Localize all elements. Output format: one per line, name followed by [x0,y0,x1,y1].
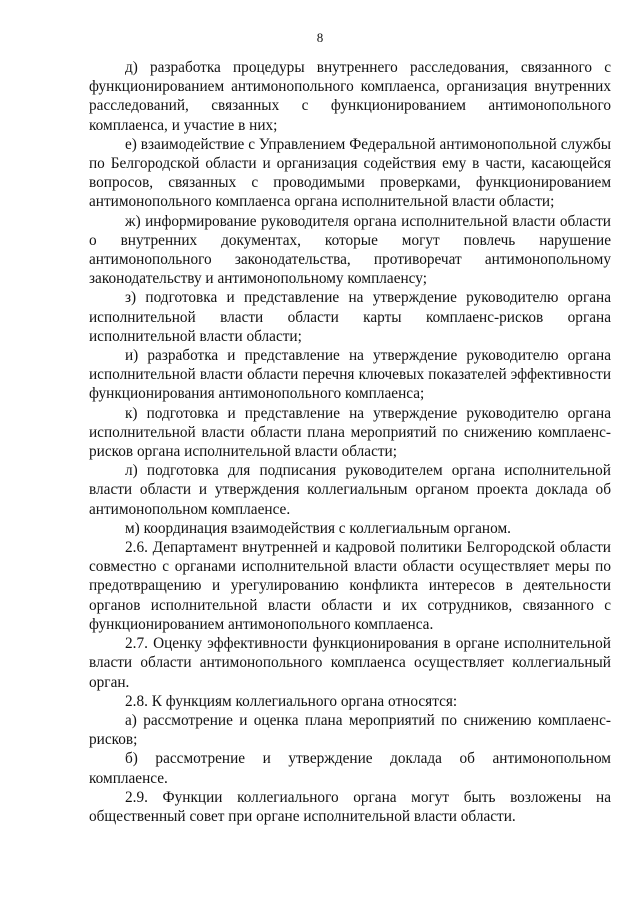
paragraph-z: з) подготовка и представление на утверждение руководителю органа исполнительной власти области карты комплаенс-рисков органа исполнительной власти области; [89,289,611,345]
paragraph-2-8-a: а) рассмотрение и оценка плана мероприятий по снижению комплаенс-рисков; [89,711,611,749]
paragraph-i: и) разработка и представление на утверждение руководителю органа исполнительной власти области перечня ключевых показателей эффективности функционирования антимонопольного комплаенса; [89,347,611,403]
paragraph-2-9: 2.9. Функции коллегиального органа могут быть возложены на общественный совет при органе исполнительной власти области. [89,788,611,825]
paragraph-2-8-b: б) рассмотрение и утверждение доклада об антимонопольном комплаенсе. [89,750,611,787]
page-number: 8 [316,30,324,45]
document-body [89,58,611,826]
paragraph-k: к) подготовка и представление на утверждение руководителю органа исполнительной власти области плана мероприятий по снижению комплаенс-рисков органа исполнительной власти области; [89,404,611,461]
paragraph-d: д) разработка процедуры внутреннего расследования, связанного с функционированием антимонопольного комплаенса, организация внутренних расследований, связанных с функционированием антимонопольного комплаенса, и участие в них; [89,59,611,134]
paragraph-l: л) подготовка для подписания руководителем органа исполнительной власти области и утверждения коллегиальным органом проекта доклада об антимонопольном комплаенсе. [89,462,611,518]
paragraph-zh: ж) информирование руководителя органа исполнительной власти области о внутренних документах, которые могут повлечь нарушение антимонопольного законодательства, противоречат антимонопольному законодательству и антимонопольному комплаенсу; [89,212,611,288]
paragraph-e: е) взаимодействие с Управлением Федеральной антимонопольной службы по Белгородской области и организация содействия ему в части, касающейся вопросов, связанных с проводимыми проверками, функционированием антимонопольного комплаенса органа исполнительной власти области; [89,135,611,211]
paragraph-2-8: 2.8. К функциям коллегиального органа относятся: [125,692,458,710]
paragraph-2-7: 2.7. Оценку эффективности функционирования в органе исполнительной власти области антимонопольного комплаенса осуществляет коллегиальный орган. [89,635,611,691]
paragraph-2-6: 2.6. Департамент внутренней и кадровой политики Белгородской области совместно с органами исполнительной власти области осуществляет меры по предотвращению и урегулированию конфликта интересов в деятельности органов исполнительной власти области и их сотрудников, связанного с функционированием антимонопольного комплаенса. [89,539,611,633]
paragraph-m: м) координация взаимодействия с коллегиальным органом. [125,519,511,537]
